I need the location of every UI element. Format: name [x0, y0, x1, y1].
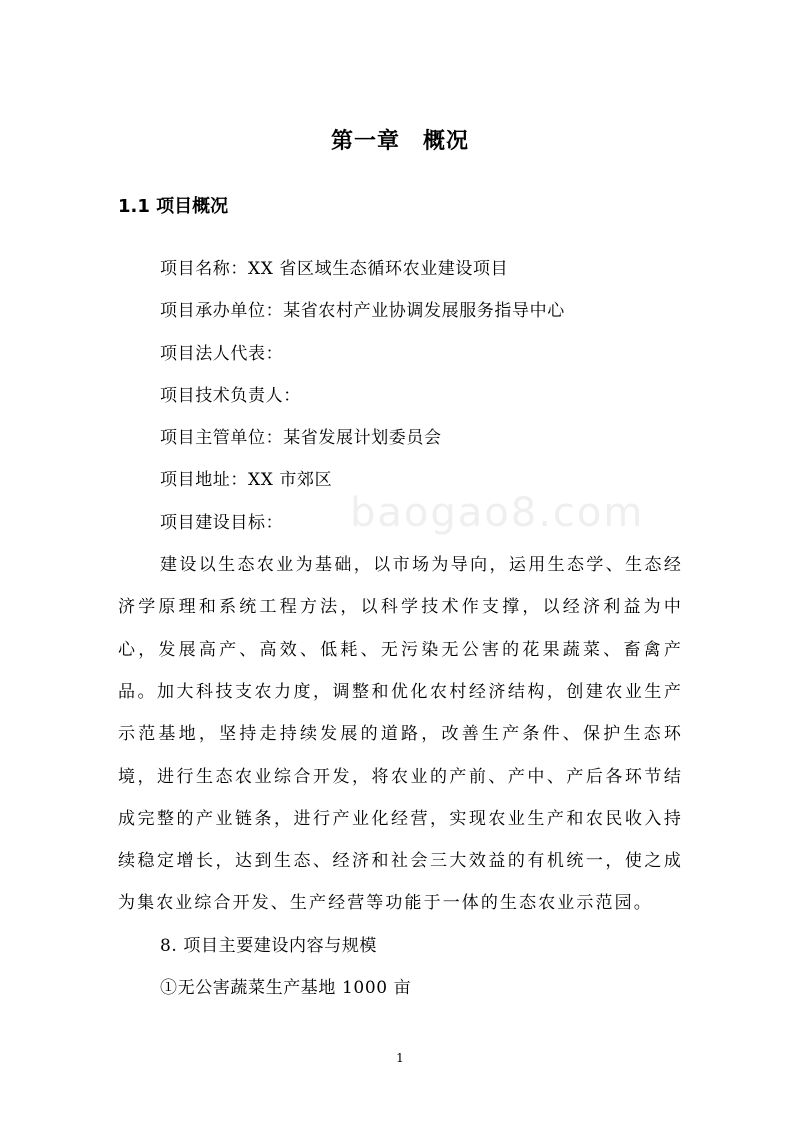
undertaking-unit-line: 项目承办单位：某省农村产业协调发展服务指导中心 [160, 301, 565, 322]
legal-representative-line: 项目法人代表： [160, 343, 284, 364]
construction-goal-paragraph: 建设以生态农业为基础，以市场为导向，运用生态学、生态经济学原理和系统工程方法，以科学技术作支撑，以经济利益为中心，发展高产、高效、低耗、无污染无公害的花果蔬菜、畜禽产品。加大科技支农力度，调整和优化农村经济结构，创建农业生产示范基地，坚持走持续发展的道路，改善生产条件、保护生态环境，进行生态农业综合开发，将农业的产前、产中、产后各环节结成完整的产业链条，进行产业化经营，实现农业生产和农民收入持续稳定增长，达到生态、经济和社会三大效益的有机统一，使之成为集农业综合开发、生产经营等功能于一体的生态农业示范园。 [118, 555, 683, 914]
vegetable-base-item: ①无公害蔬菜生产基地 1000 亩 [160, 978, 412, 999]
supervising-unit-line: 项目主管单位：某省发展计划委员会 [160, 428, 442, 449]
project-name-line: 项目名称：XX 省区域生态循环农业建设项目 [160, 259, 509, 279]
document-body [118, 248, 683, 1009]
project-address-line: 项目地址：XX 市郊区 [160, 470, 333, 491]
watermark: baogao8.com [350, 490, 645, 536]
construction-goal-label: 项目建设目标： [160, 512, 284, 533]
page-number: 1 [396, 1051, 404, 1065]
construction-content-heading: 8. 项目主要建设内容与规模 [160, 935, 378, 956]
technical-lead-line: 项目技术负责人： [160, 385, 301, 406]
section-title: 1.1 项目概况 [118, 196, 229, 217]
chapter-title: 第一章 概况 [330, 129, 469, 154]
